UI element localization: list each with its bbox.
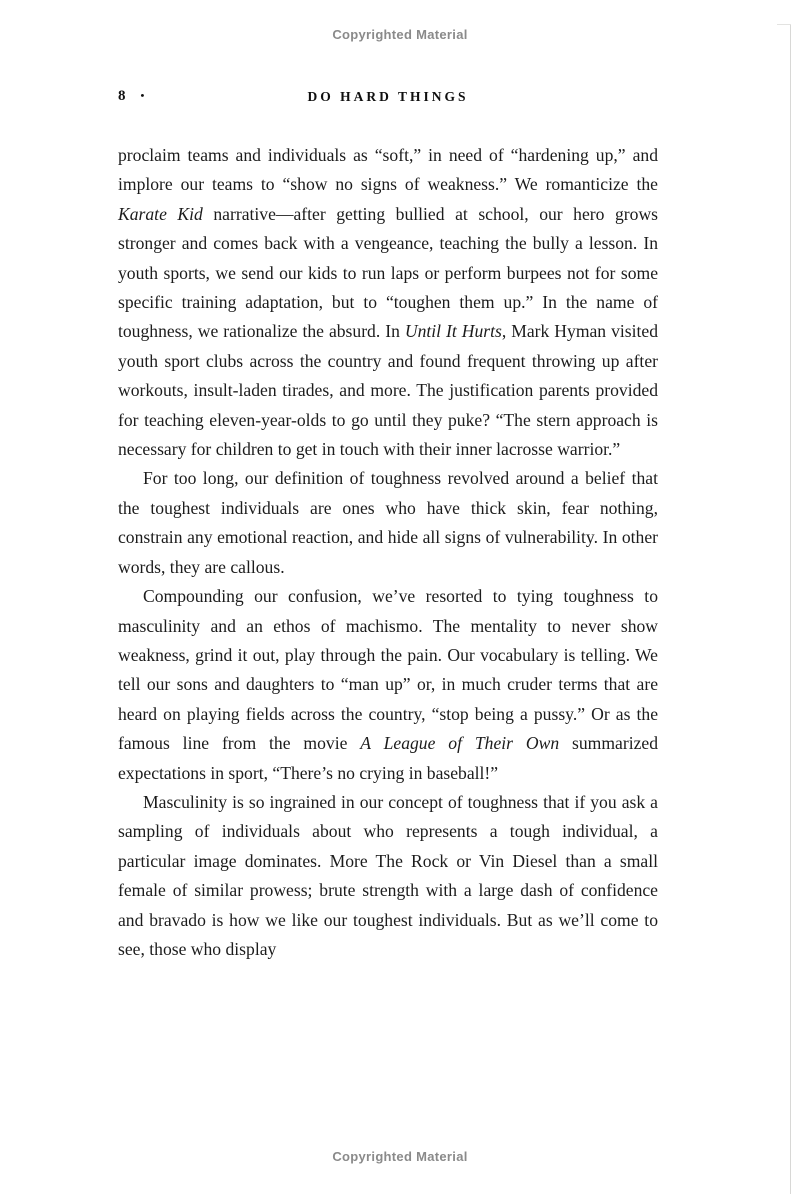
text-segment: narrative—after getting bullied at school, our hero grows stronger and comes back with a vengeance, teaching the bully a lesson. In youth sports, we send our kids to run laps or perform burpees not for some specific training adaptation, but to “toughen them up.” In the name of toughness, we rationalize the absurd. In — [118, 203, 658, 342]
text-segment: Masculinity is so ingrained in our concept of toughness that if you ask a sampling of individuals about who represents a tough individual, a particular image dominates. More The Rock or Vin Diesel than a small female of similar prowess; brute strength with a large dash of confidence and bravado is how we like our toughest individuals. But as we’ll come to see, those who display — [118, 791, 658, 959]
page-edge-corner-line — [777, 24, 791, 25]
movie-title-italic: A League of Their Own — [360, 733, 560, 754]
body-text — [118, 141, 658, 964]
paragraph — [118, 788, 658, 964]
page-edge-line — [790, 24, 791, 1194]
text-segment: For too long, our definition of toughness revolved around a belief that the toughest individuals are ones who have thick skin, fear nothing, constrain any emotional reaction, and hide all signs of vulnerability. In other words, they are callous. — [118, 468, 658, 577]
paragraph — [118, 464, 658, 582]
paragraph — [118, 141, 658, 464]
copyright-notice-top: Copyrighted Material — [332, 27, 468, 42]
text-segment: summarized expectations in sport, “There’s no crying in baseball!” — [118, 733, 658, 783]
running-title: DO HARD THINGS — [307, 89, 469, 104]
copyright-notice-bottom: Copyrighted Material — [332, 1149, 468, 1164]
header-bullet: • — [140, 90, 145, 102]
text-segment: , Mark Hyman visited youth sport clubs across the country and found frequent throwing up after workouts, insult-laden tirades, and more. The justification parents provided for teaching eleven-year-olds to go until they puke? “The stern approach is necessary for children to get in touch with their inner lacrosse warrior.” — [118, 321, 659, 460]
paragraph — [118, 582, 658, 788]
text-segment: proclaim teams and individuals as “soft,” in need of “hardening up,” and implore our teams to “show no signs of weakness.” We romanticize the — [118, 145, 658, 195]
text-segment: Compounding our confusion, we’ve resorted to tying toughness to masculinity and an ethos of machismo. The mentality to never show weakness, grind it out, play through the pain. Our vocabulary is telling. We tell our sons and daughters to “man up” or, in much cruder terms that are heard on playing fields across the country, “stop being a pussy.” Or as the famous line from the movie — [118, 586, 658, 754]
page-number-value: 8 — [118, 88, 126, 104]
book-title-italic: Until It Hurts — [404, 321, 502, 342]
book-title-italic: Karate Kid — [118, 203, 203, 224]
running-header — [118, 88, 658, 110]
